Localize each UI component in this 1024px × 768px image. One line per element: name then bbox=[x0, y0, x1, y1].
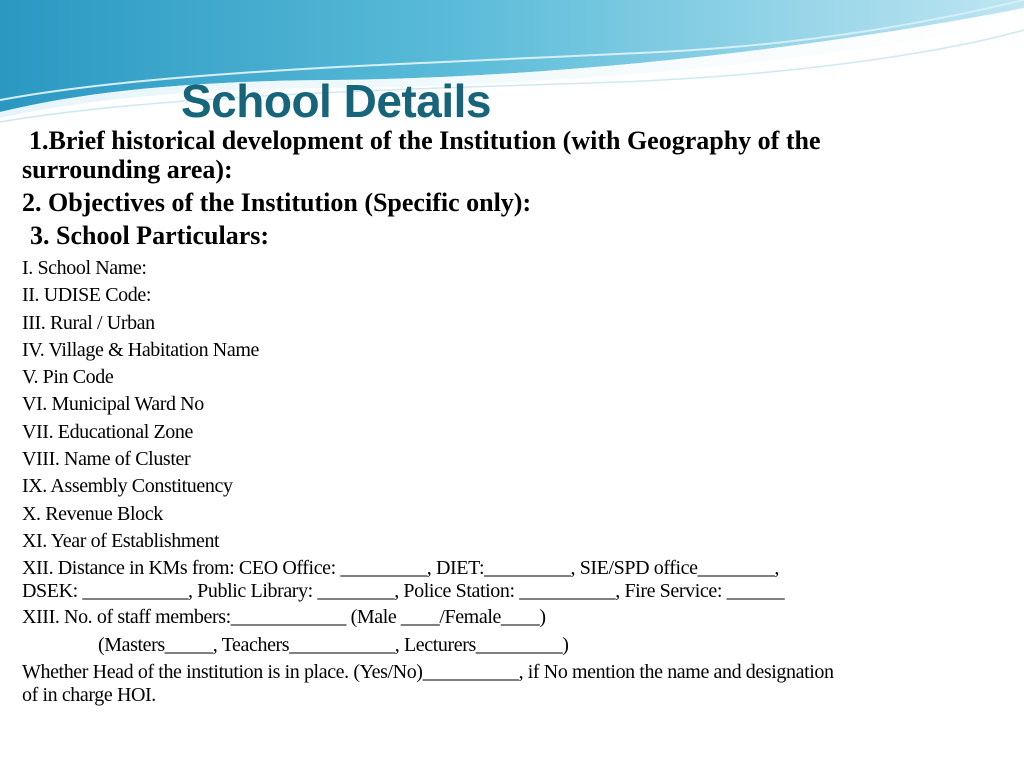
staff-breakdown-line: (Masters_____, Teachers___________, Lecturers_________) bbox=[98, 633, 569, 656]
header-wave-decoration bbox=[0, 0, 1024, 140]
distance-line-1: XII. Distance in KMs from: CEO Office: _________, DIET:_________, SIE/SPD office________, bbox=[22, 557, 780, 580]
particulars-list bbox=[22, 255, 1007, 555]
heading-historical-development-cont: surrounding area): bbox=[22, 155, 233, 184]
heading-historical-development: 1.Brief historical development of the Institution (with Geography of the bbox=[29, 126, 821, 155]
list-item: IX. Assembly Constituency bbox=[22, 475, 233, 498]
head-of-institution-line-2: of in charge HOI. bbox=[22, 683, 156, 706]
heading-school-particulars: 3. School Particulars: bbox=[30, 221, 270, 250]
page-title: School Details bbox=[181, 75, 491, 127]
staff-members-line: XIII. No. of staff members:____________ (Male ____/Female____) bbox=[22, 606, 546, 629]
list-item: VI. Municipal Ward No bbox=[22, 393, 204, 416]
slide-content bbox=[22, 126, 1007, 706]
head-of-institution-line-1: Whether Head of the institution is in place. (Yes/No)__________, if No mention the name and designation bbox=[22, 661, 834, 684]
list-item: X. Revenue Block bbox=[22, 502, 163, 525]
list-item: III. Rural / Urban bbox=[22, 311, 155, 334]
list-item: IV. Village & Habitation Name bbox=[22, 338, 259, 361]
heading-objectives: 2. Objectives of the Institution (Specific only): bbox=[22, 188, 532, 217]
list-item: VIII. Name of Cluster bbox=[22, 448, 191, 471]
list-item: II. UDISE Code: bbox=[22, 284, 151, 307]
distance-line-2: DSEK: ___________, Public Library: ________, Police Station: __________, Fire Service: ______ bbox=[22, 579, 785, 602]
list-item: XI. Year of Establishment bbox=[22, 529, 220, 552]
list-item: V. Pin Code bbox=[22, 366, 114, 389]
list-item: VII. Educational Zone bbox=[22, 420, 193, 443]
list-item: I. School Name: bbox=[22, 257, 147, 279]
